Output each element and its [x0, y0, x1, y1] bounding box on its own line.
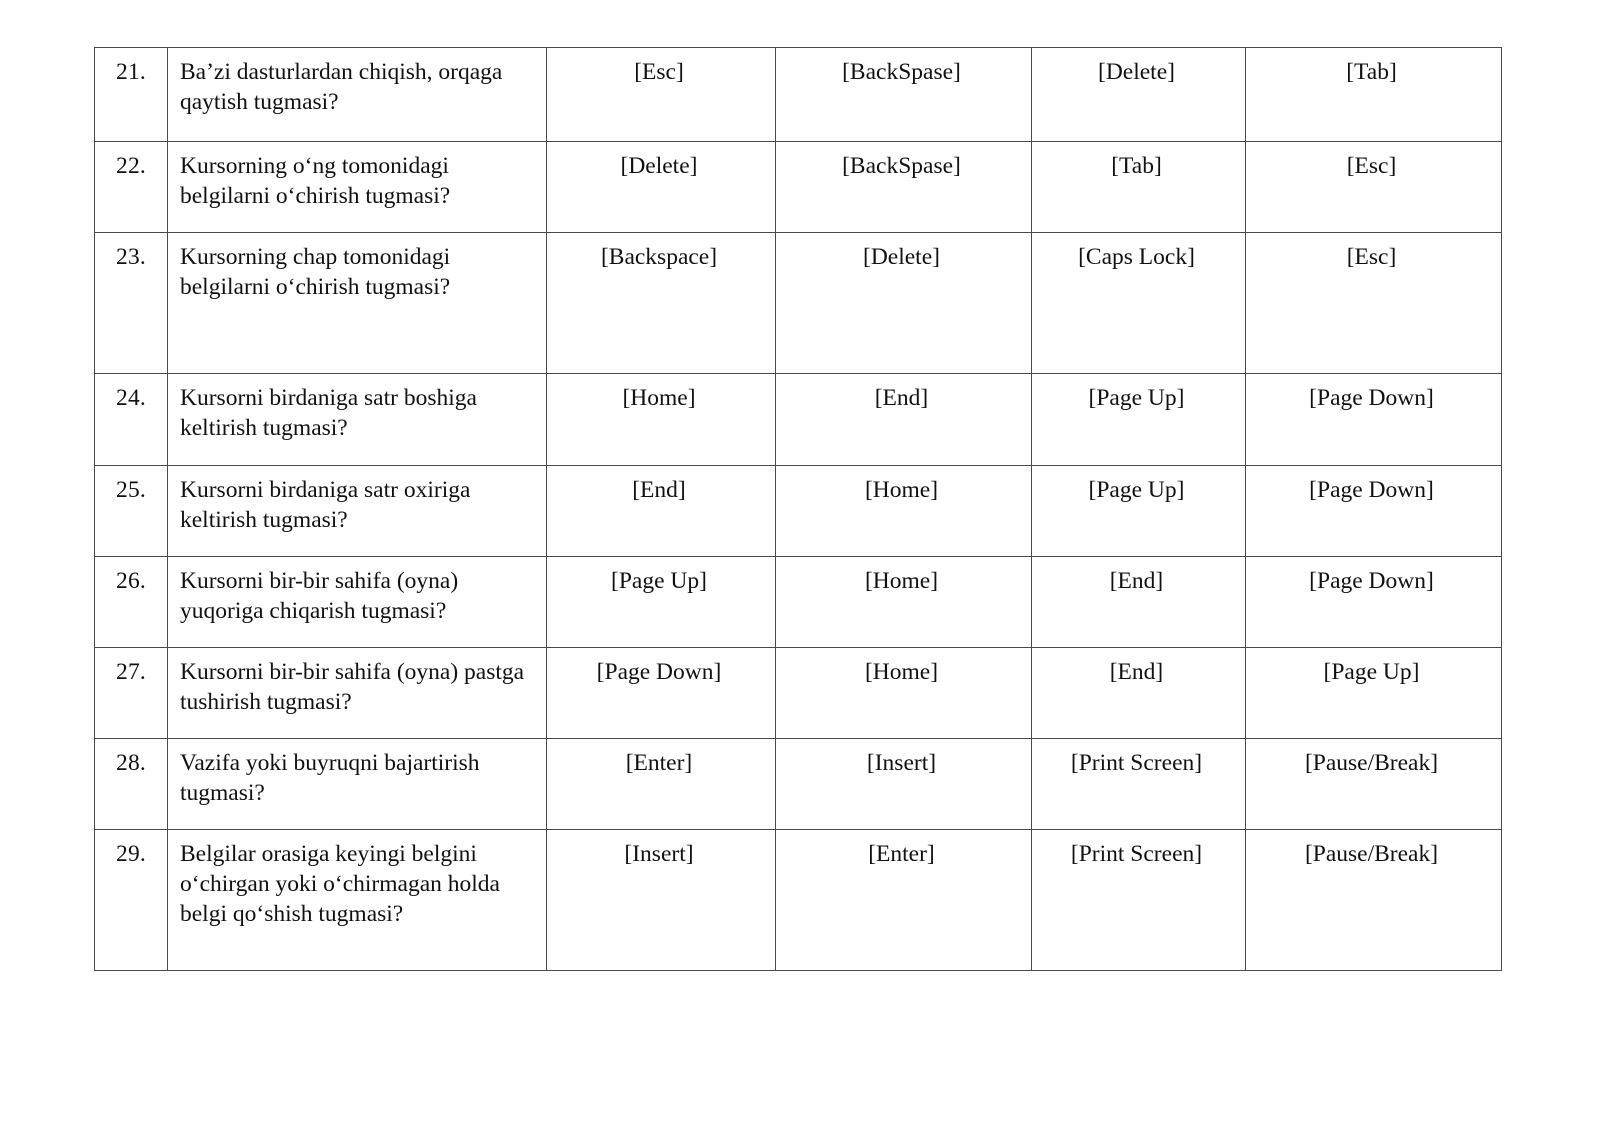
option-b-cell[interactable] [776, 739, 1032, 830]
row-number: 24. [116, 385, 146, 411]
option-a-cell[interactable] [547, 142, 776, 233]
option-b-cell[interactable] [776, 48, 1032, 142]
option-b-cell[interactable] [776, 648, 1032, 739]
option-a-text: [End] [632, 477, 686, 503]
table-row [95, 739, 1502, 830]
table-row [95, 466, 1502, 557]
question-text: Kursorni bir-bir sahifa (oyna) pastga tushirish tugmasi? [180, 659, 525, 715]
option-d-cell[interactable] [1246, 466, 1502, 557]
table-row [95, 557, 1502, 648]
option-a-text: [Enter] [625, 750, 693, 776]
row-number: 26. [116, 568, 146, 594]
option-b-cell[interactable] [776, 830, 1032, 971]
row-number-cell [95, 557, 168, 648]
option-b-cell[interactable] [776, 374, 1032, 466]
option-b-text: [Enter] [868, 841, 935, 867]
option-c-cell[interactable] [1032, 142, 1246, 233]
option-c-cell[interactable] [1032, 830, 1246, 971]
row-number-cell [95, 739, 168, 830]
row-number: 27. [116, 659, 146, 685]
option-d-text: [Esc] [1346, 153, 1397, 179]
option-c-text: [Print Screen] [1070, 841, 1203, 867]
option-d-cell[interactable] [1246, 557, 1502, 648]
option-c-text: [Delete] [1098, 59, 1175, 85]
question-text: Ba’zi dasturlardan chiqish, orqaga qaytish tugmasi? [180, 59, 503, 115]
option-b-text: [Home] [864, 659, 939, 685]
option-d-cell[interactable] [1246, 142, 1502, 233]
row-number-cell [95, 142, 168, 233]
option-c-cell[interactable] [1032, 233, 1246, 374]
option-a-text: [Page Down] [596, 659, 722, 685]
option-d-text: [Page Down] [1309, 568, 1434, 594]
option-a-cell[interactable] [547, 557, 776, 648]
option-d-cell[interactable] [1246, 648, 1502, 739]
option-c-text: [Page Up] [1088, 477, 1185, 503]
option-c-cell[interactable] [1032, 557, 1246, 648]
question-text: Belgilar orasiga keyingi belgini oʻchirgan yoki oʻchirmagan holda belgi qoʻshish tugmasi? [180, 841, 500, 927]
table-row [95, 142, 1502, 233]
row-number-cell [95, 233, 168, 374]
question-text: Kursorni birdaniga satr oxiriga keltirish tugmasi? [180, 477, 471, 533]
option-b-text: [BackSpase] [842, 153, 961, 179]
option-c-text: [Page Up] [1088, 385, 1185, 411]
option-c-cell[interactable] [1032, 48, 1246, 142]
option-b-text: [Home] [864, 568, 939, 594]
question-cell [168, 557, 547, 648]
option-a-text: [Page Up] [611, 568, 707, 594]
option-a-cell[interactable] [547, 739, 776, 830]
row-number-cell [95, 466, 168, 557]
option-d-cell[interactable] [1246, 374, 1502, 466]
option-b-text: [End] [874, 385, 929, 411]
question-cell [168, 48, 547, 142]
option-d-cell[interactable] [1246, 830, 1502, 971]
option-c-text: [Print Screen] [1070, 750, 1203, 776]
row-number-cell [95, 648, 168, 739]
option-a-text: [Backspace] [600, 244, 718, 270]
option-a-cell[interactable] [547, 648, 776, 739]
option-b-text: [Home] [864, 477, 939, 503]
option-a-text: [Esc] [634, 59, 684, 85]
row-number: 28. [116, 750, 146, 776]
row-number: 21. [116, 59, 146, 85]
question-cell [168, 233, 547, 374]
option-b-cell[interactable] [776, 557, 1032, 648]
question-text: Kursorni bir-bir sahifa (oyna) yuqoriga chiqarish tugmasi? [180, 568, 459, 624]
option-a-cell[interactable] [547, 466, 776, 557]
row-number-cell [95, 830, 168, 971]
option-c-text: [Tab] [1111, 153, 1162, 179]
question-cell [168, 739, 547, 830]
row-number-cell [95, 48, 168, 142]
option-c-cell[interactable] [1032, 374, 1246, 466]
option-d-text: [Esc] [1346, 244, 1397, 270]
question-cell [168, 142, 547, 233]
quiz-table-body [95, 48, 1502, 971]
option-d-text: [Page Down] [1309, 477, 1434, 503]
option-b-text: [Insert] [866, 750, 937, 776]
table-row [95, 48, 1502, 142]
row-number: 22. [116, 153, 146, 179]
option-c-cell[interactable] [1032, 648, 1246, 739]
question-cell [168, 374, 547, 466]
question-text: Kursorning oʻng tomonidagi belgilarni oʻchirish tugmasi? [180, 153, 451, 209]
option-d-text: [Pause/Break] [1304, 750, 1439, 776]
table-row [95, 830, 1502, 971]
option-d-cell[interactable] [1246, 48, 1502, 142]
option-c-text: [Caps Lock] [1078, 244, 1195, 270]
row-number: 29. [116, 841, 146, 867]
option-a-cell[interactable] [547, 374, 776, 466]
option-a-text: [Delete] [620, 153, 698, 179]
option-a-cell[interactable] [547, 830, 776, 971]
option-d-text: [Page Down] [1309, 385, 1434, 411]
question-cell [168, 648, 547, 739]
table-row [95, 374, 1502, 466]
option-b-text: [BackSpase] [842, 59, 961, 85]
option-c-cell[interactable] [1032, 466, 1246, 557]
option-c-cell[interactable] [1032, 739, 1246, 830]
table-row [95, 233, 1502, 374]
row-number: 23. [116, 244, 146, 270]
question-cell [168, 830, 547, 971]
option-b-cell[interactable] [776, 466, 1032, 557]
option-d-text: [Page Up] [1323, 659, 1420, 685]
option-a-cell[interactable] [547, 48, 776, 142]
question-text: Kursorni birdaniga satr boshiga keltirish tugmasi? [180, 385, 477, 441]
option-d-text: [Pause/Break] [1304, 841, 1439, 867]
option-c-text: [End] [1109, 659, 1164, 685]
table-row [95, 648, 1502, 739]
option-a-cell[interactable] [547, 233, 776, 374]
option-b-cell[interactable] [776, 142, 1032, 233]
option-d-text: [Tab] [1346, 59, 1397, 85]
option-b-text: [Delete] [863, 244, 940, 270]
option-a-text: [Home] [622, 385, 696, 411]
option-a-text: [Insert] [624, 841, 694, 867]
row-number-cell [95, 374, 168, 466]
question-text: Kursorning chap tomonidagi belgilarni oʻchirish tugmasi? [180, 244, 451, 300]
quiz-table [94, 47, 1502, 971]
option-c-text: [End] [1109, 568, 1164, 594]
question-cell [168, 466, 547, 557]
option-d-cell[interactable] [1246, 233, 1502, 374]
question-text: Vazifa yoki buyruqni bajartirish tugmasi? [180, 750, 480, 806]
row-number: 25. [116, 477, 146, 503]
option-b-cell[interactable] [776, 233, 1032, 374]
option-d-cell[interactable] [1246, 739, 1502, 830]
